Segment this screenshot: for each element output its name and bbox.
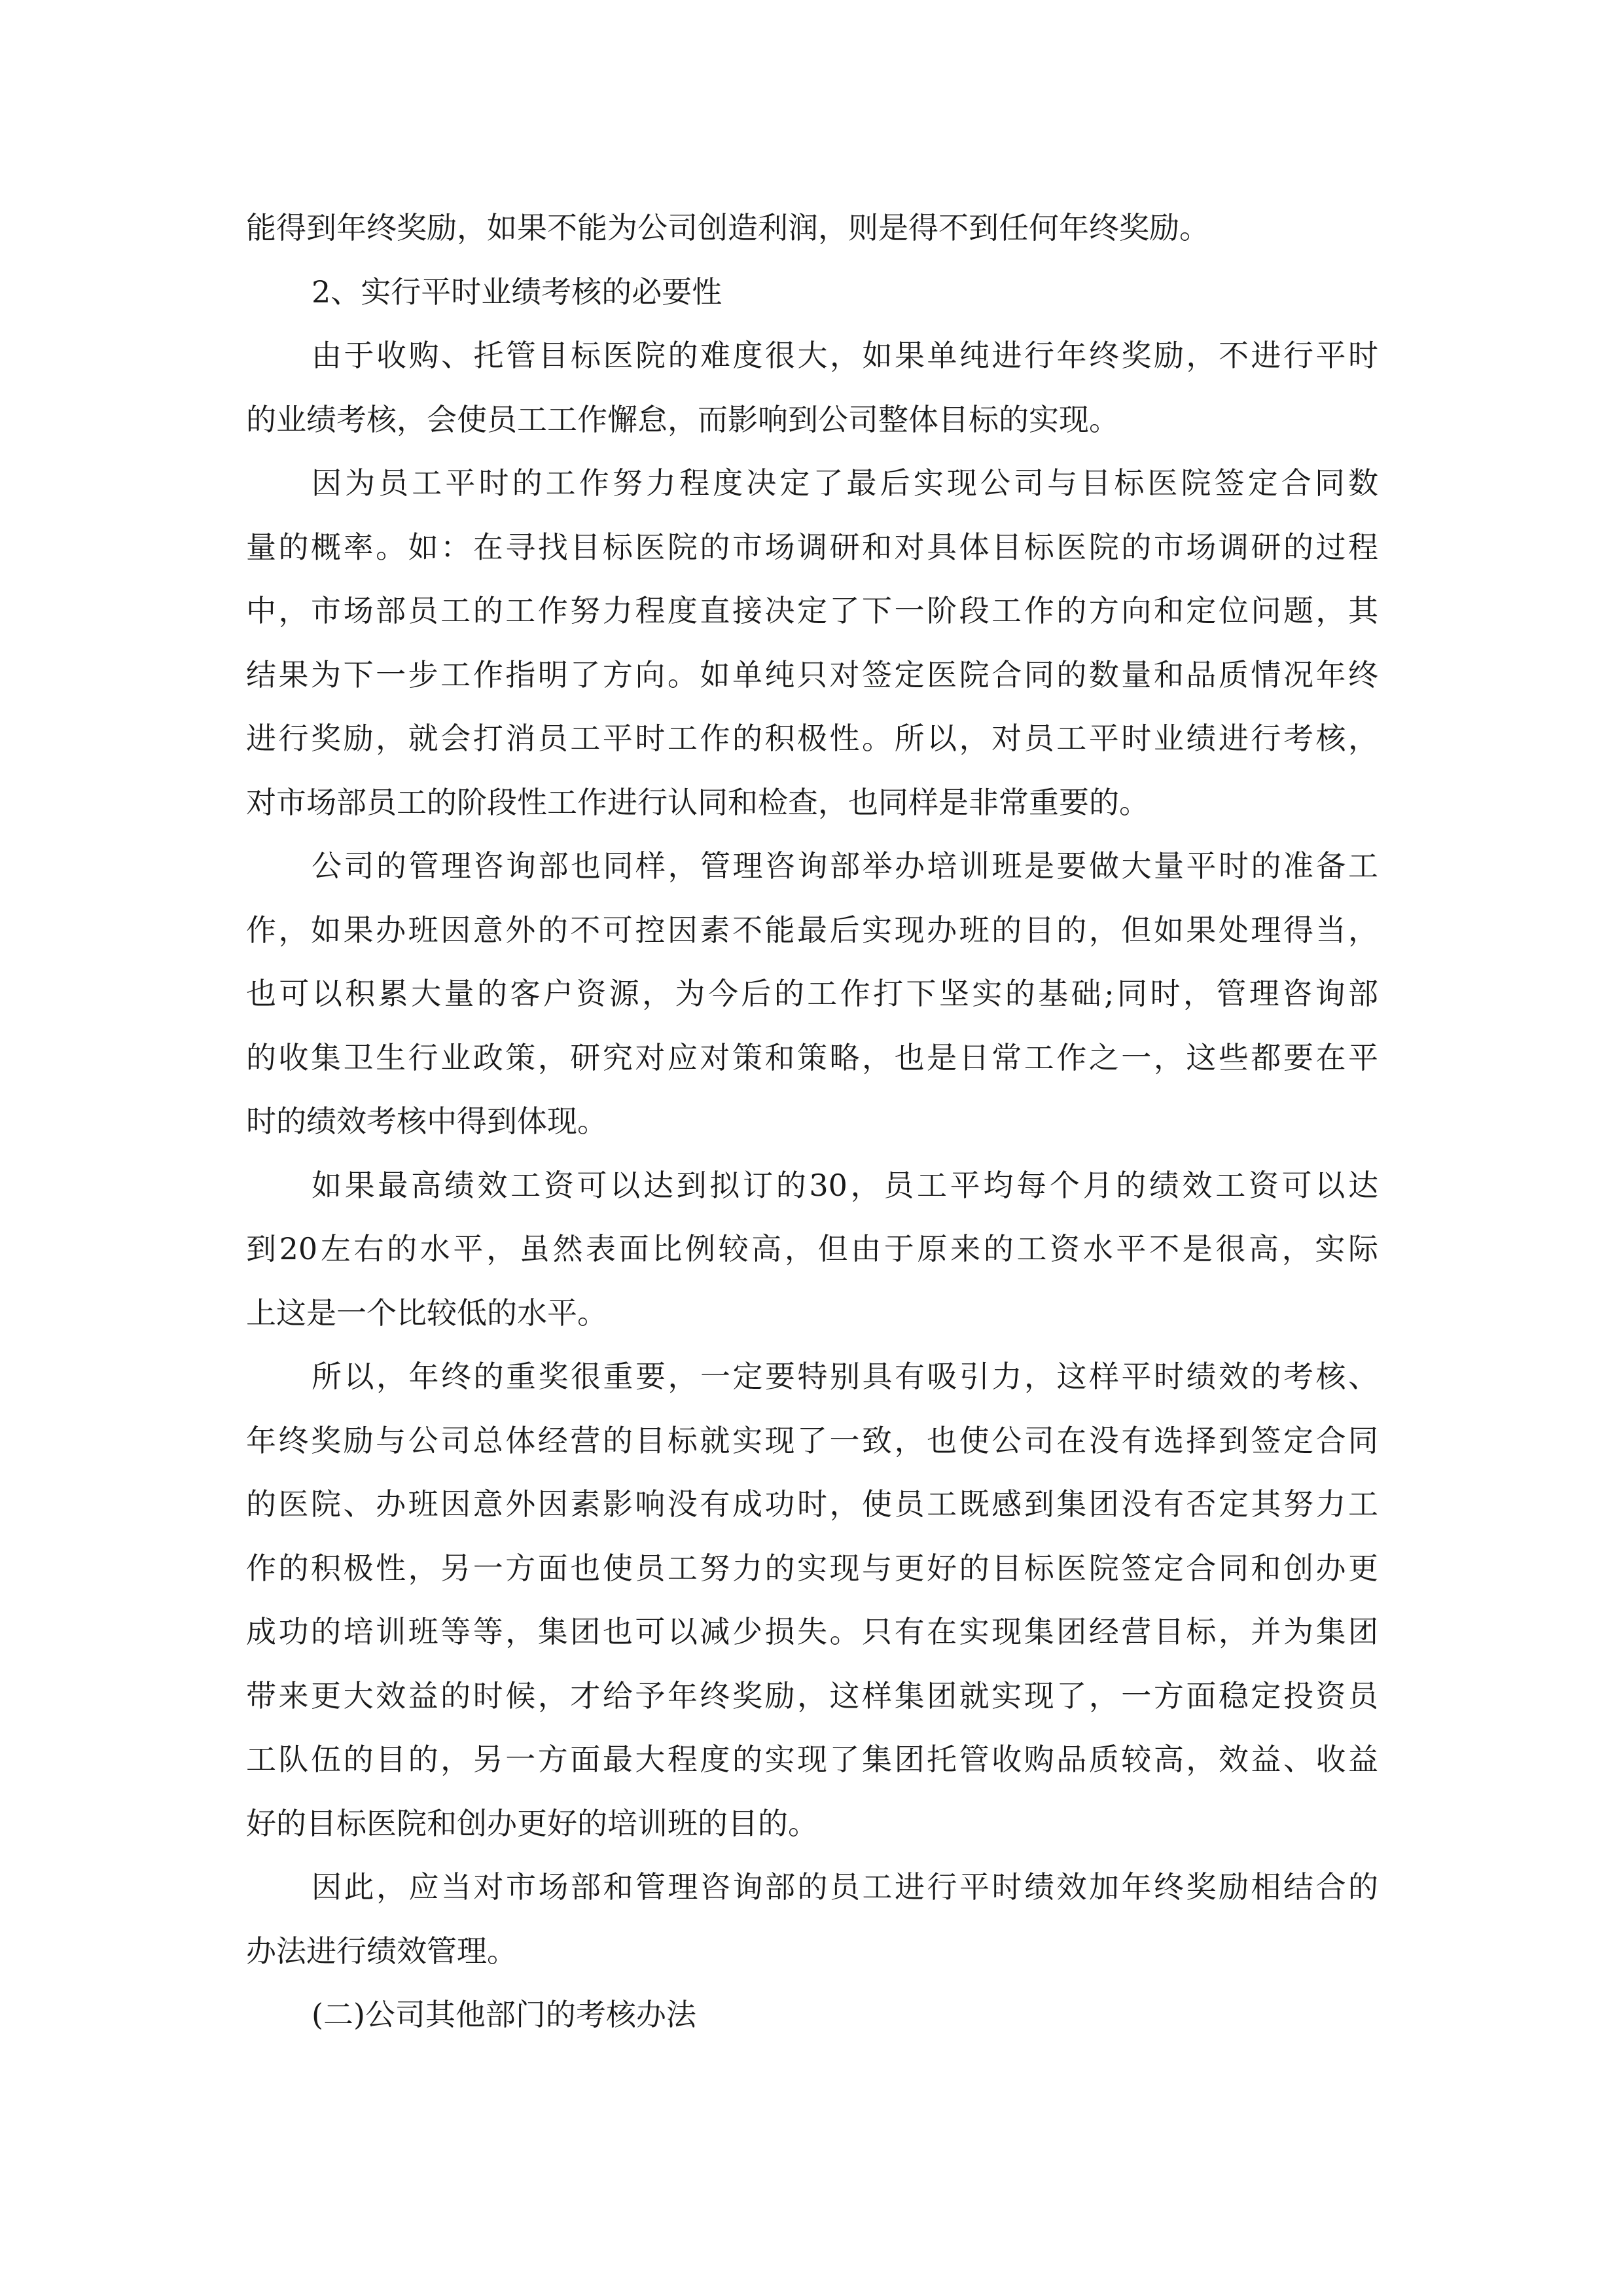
- text-line: 中，市场部员工的工作努力程度直接决定了下一阶段工作的方向和定位问题，其: [246, 593, 1378, 628]
- text-line: 由于收购、托管目标医院的难度很大，如果单纯进行年终奖励，不进行平时: [312, 338, 1378, 373]
- text-line: 工队伍的目的，另一方面最大程度的实现了集团托管收购品质较高，效益、收益: [246, 1742, 1378, 1777]
- text-line: 能得到年终奖励，如果不能为公司创造利润，则是得不到任何年终奖励。: [246, 210, 1209, 245]
- text-line: 带来更大效益的时候，才给予年终奖励，这样集团就实现了，一方面稳定投资员: [246, 1677, 1378, 1713]
- text-line: 时的绩效考核中得到体现。: [246, 1103, 607, 1139]
- section-heading: 2、实行平时业绩考核的必要性: [312, 274, 722, 310]
- text-line: 公司的管理咨询部也同样，管理咨询部举办培训班是要做大量平时的准备工: [312, 848, 1378, 884]
- section-heading: (二)公司其他部门的考核办法: [312, 1997, 696, 2032]
- text-line: 成功的培训班等等，集团也可以减少损失。只有在实现集团经营目标，并为集团: [246, 1614, 1378, 1649]
- text-line: 量的概率。如：在寻找目标医院的市场调研和对具体目标医院的市场调研的过程: [246, 529, 1378, 565]
- text-line: 进行奖励，就会打消员工平时工作的积极性。所以，对员工平时业绩进行考核，: [246, 721, 1378, 756]
- text-line: 上这是一个比较低的水平。: [246, 1295, 607, 1331]
- text-line: 如果最高绩效工资可以达到拟订的30，员工平均每个月的绩效工资可以达: [312, 1167, 1378, 1203]
- text-line: 因为员工平时的工作努力程度决定了最后实现公司与目标医院签定合同数: [312, 465, 1378, 501]
- text-line: 作的积极性，另一方面也使员工努力的实现与更好的目标医院签定合同和创办更: [246, 1550, 1378, 1586]
- text-line: 所以，年终的重奖很重要，一定要特别具有吸引力，这样平时绩效的考核、: [312, 1359, 1378, 1394]
- text-line: 到20左右的水平，虽然表面比例较高，但由于原来的工资水平不是很高，实际: [246, 1231, 1378, 1266]
- text-line: 作，如果办班因意外的不可控因素不能最后实现办班的目的，但如果处理得当，: [246, 912, 1378, 948]
- text-line: 办法进行绩效管理。: [246, 1933, 517, 1969]
- text-line: 年终奖励与公司总体经营的目标就实现了一致，也使公司在没有选择到签定合同: [246, 1422, 1378, 1458]
- text-line: 的收集卫生行业政策，研究对应对策和策略，也是日常工作之一，这些都要在平: [246, 1039, 1378, 1075]
- text-line: 结果为下一步工作指明了方向。如单纯只对签定医院合同的数量和品质情况年终: [246, 656, 1378, 692]
- document-page: [246, 196, 1378, 2047]
- text-line: 好的目标医院和创办更好的培训班的目的。: [246, 1805, 818, 1841]
- text-line: 因此，应当对市场部和管理咨询部的员工进行平时绩效加年终奖励相结合的: [312, 1869, 1378, 1905]
- text-line: 的业绩考核，会使员工工作懈怠，而影响到公司整体目标的实现。: [246, 401, 1119, 437]
- text-line: 也可以积累大量的客户资源，为今后的工作打下坚实的基础;同时，管理咨询部: [246, 976, 1378, 1011]
- text-line: 对市场部员工的阶段性工作进行认同和检查，也同样是非常重要的。: [246, 784, 1149, 820]
- text-line: 的医院、办班因意外因素影响没有成功时，使员工既感到集团没有否定其努力工: [246, 1486, 1378, 1522]
